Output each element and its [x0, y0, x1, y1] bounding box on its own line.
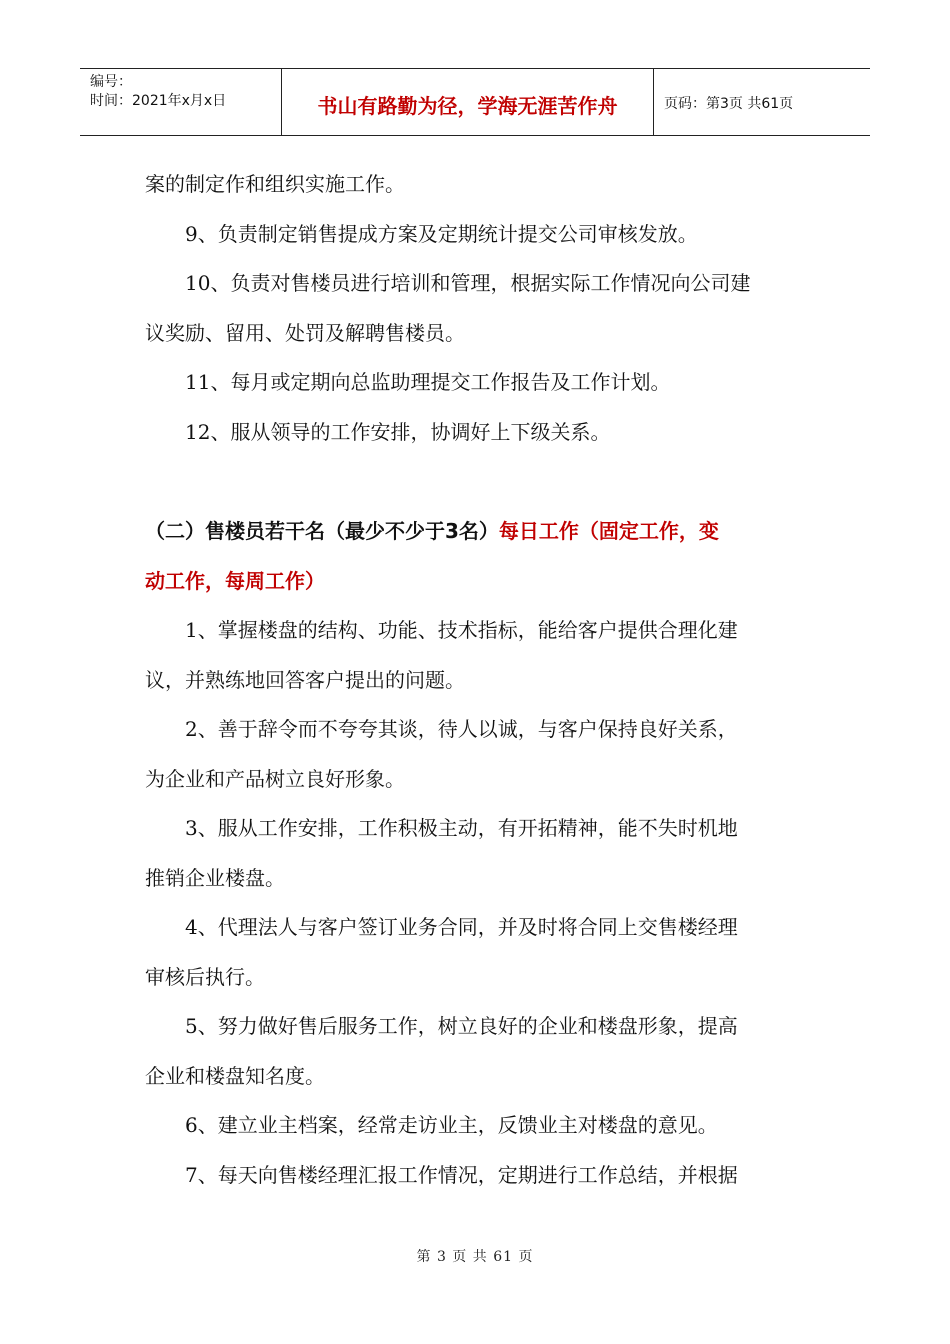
sales-item-2-line1: 2、善于辞令而不夸夸其谈，待人以诚，与客户保持良好关系，	[185, 717, 738, 741]
sales-item-1-line2: 议，并熟练地回答客户提出的问题。	[145, 667, 465, 692]
sales-item-3-line2: 推销企业楼盘。	[145, 865, 285, 890]
paragraph-item-10-line1: 10、负责对售楼员进行培训和管理，根据实际工作情况向公司建	[185, 271, 751, 295]
sales-item-3-line1: 3、服从工作安排，工作积极主动，有开拓精神，能不失时机地	[185, 816, 738, 840]
paragraph-item-11: 11、每月或定期向总监助理提交工作报告及工作计划。	[185, 370, 671, 394]
page-header	[80, 68, 870, 136]
paragraph-item-12: 12、服从领导的工作安排，协调好上下级关系。	[185, 419, 611, 444]
header-motto: 书山有路勤为径，学海无涯苦作舟	[282, 69, 654, 135]
section-heading-red: 每日工作（固定工作，变	[498, 519, 719, 543]
page-footer: 第 3 页 共 61 页	[416, 1249, 534, 1265]
header-meta	[80, 69, 282, 135]
sales-item-6: 6、建立业主档案，经常走访业主，反馈业主对楼盘的意见。	[185, 1113, 718, 1137]
sales-item-1-line1: 1、掌握楼盘的结构、功能、技术指标，能给客户提供合理化建	[185, 618, 738, 642]
paragraph-item-10-line2: 议奖励、留用、处罚及解聘售楼员。	[145, 320, 465, 345]
paragraph-item-9: 9、负责制定销售提成方案及定期统计提交公司审核发放。	[185, 221, 698, 246]
sales-item-7-line1: 7、每天向售楼经理汇报工作情况，定期进行工作总结，并根据	[185, 1162, 738, 1187]
sales-item-4-line1: 4、代理法人与客户签订业务合同，并及时将合同上交售楼经理	[185, 915, 738, 939]
header-time-label: 时间：2021年x月x日	[90, 93, 227, 109]
section-spacer	[145, 457, 810, 507]
section-heading-line2: 动工作，每周工作）	[145, 568, 325, 593]
paragraph-continuation: 案的制定作和组织实施工作。	[145, 172, 405, 196]
header-number-label: 编号：	[90, 74, 132, 90]
sales-item-4-line2: 审核后执行。	[145, 964, 265, 989]
sales-item-5-line2: 企业和楼盘知名度。	[145, 1063, 325, 1088]
section-heading-black: （二）售楼员若干名（最少不少于3名）	[145, 519, 499, 543]
sales-item-2-line2: 为企业和产品树立良好形象。	[145, 766, 405, 791]
sales-item-5-line1: 5、努力做好售后服务工作，树立良好的企业和楼盘形象，提高	[185, 1014, 738, 1038]
section-heading-line1	[145, 507, 810, 557]
header-page-info: 页码：第3页 共61页	[664, 96, 794, 112]
document-body	[145, 160, 810, 1200]
